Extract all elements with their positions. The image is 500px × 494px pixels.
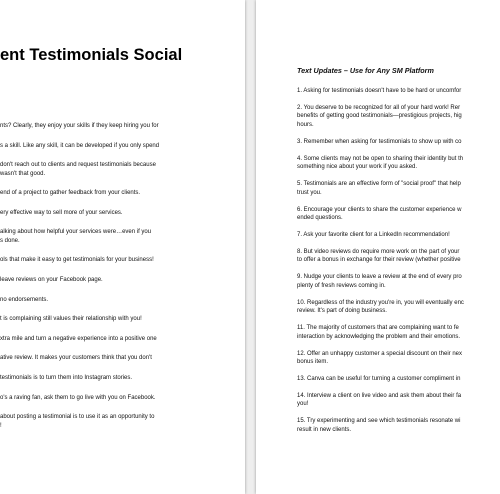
numbered-list-item: 15. Try experimenting and see which testimonials resonate wi result in new clients. (297, 418, 461, 433)
numbered-list-item: 6. Encourage your clients to share the customer experience w ended questions. (297, 206, 462, 222)
list-item: don't reach out to clients and request testimonials because wasn't that good. (0, 162, 156, 177)
document-title: ent Testimonials Social (0, 46, 183, 64)
numbered-list-item: 4. Some clients may not be open to sharing their identity but th something nice about your work if you asked. (297, 155, 464, 171)
list-item: o's a raving fan, ask them to go live with you on Facebook. (0, 394, 156, 401)
list-item: ative review. It makes your customers think that you don't (0, 355, 152, 362)
list-item: end of a project to gather feedback from your clients. (0, 190, 141, 197)
left-document-page (0, 0, 245, 494)
list-item: xtra mile and turn a negative experience into a positive one (0, 335, 157, 342)
list-item: about posting a testimonial is to use it as an opportunity to ! (0, 414, 155, 429)
list-item: t is complaining still values their relationship with you! (0, 316, 142, 323)
numbered-list-item: 5. Testimonials are an effective form of "social proof" that help trust you. (297, 181, 461, 196)
numbered-list-item: 10. Regardless of the industry you're in, you will eventually enc review. It's part of doing business. (297, 299, 464, 315)
list-item: alking about how helpful your services were…even if you s done. (0, 229, 152, 244)
numbered-list-item: 13. Canva can be useful for turning a customer compliment in (297, 376, 461, 383)
right-page-content (297, 66, 500, 443)
right-document-page (256, 0, 500, 494)
list-item: ols that make it easy to get testimonials for your business! (0, 257, 154, 264)
list-item: nts? Clearly, they enjoy your skills if they keep hiring you for (0, 123, 159, 129)
numbered-list-item: 14. Interview a client on live video and ask them about their fa you! (297, 393, 462, 408)
numbered-list-item: 3. Remember when asking for testimonials to show up with co (297, 138, 462, 145)
section-heading: Text Updates – Use for Any SM Platform (297, 66, 434, 75)
numbered-list-item: 12. Offer an unhappy customer a special discount on their nex bonus item. (297, 350, 462, 366)
numbered-list-item: 2. You deserve to be recognized for all of your hard work! Rer benefits of getting good testimonials—prestigious projects, hig hours. (297, 105, 462, 128)
list-item: ery effective way to sell more of your services. (0, 209, 123, 216)
list-item: s a skill. Like any skill, it can be developed if you only spend (0, 142, 160, 149)
numbered-list-item: 9. Nudge your clients to leave a review at the end of every pro plenty of fresh reviews coming in. (297, 274, 462, 289)
numbered-list-item: 8. But video reviews do require more work on the part of your to offer a bonus in exchange for their review (whether positive (297, 249, 461, 264)
left-page-header (0, 46, 245, 65)
list-item: testimonials is to turn them into Instagram stories. (0, 374, 133, 381)
left-page-list (0, 122, 245, 441)
list-item: no endorsements. (0, 296, 49, 303)
numbered-list-item: 1. Asking for testimonials doesn't have to be hard or uncomfor (297, 88, 462, 94)
list-item: leave reviews on your Facebook page. (0, 276, 103, 283)
numbered-list-item: 11. The majority of customers that are complaining want to fe interaction by acknowledging the problem and their emotions. (297, 325, 461, 340)
numbered-list-item: 7. Ask your favorite client for a LinkedIn recommendation! (297, 232, 450, 239)
